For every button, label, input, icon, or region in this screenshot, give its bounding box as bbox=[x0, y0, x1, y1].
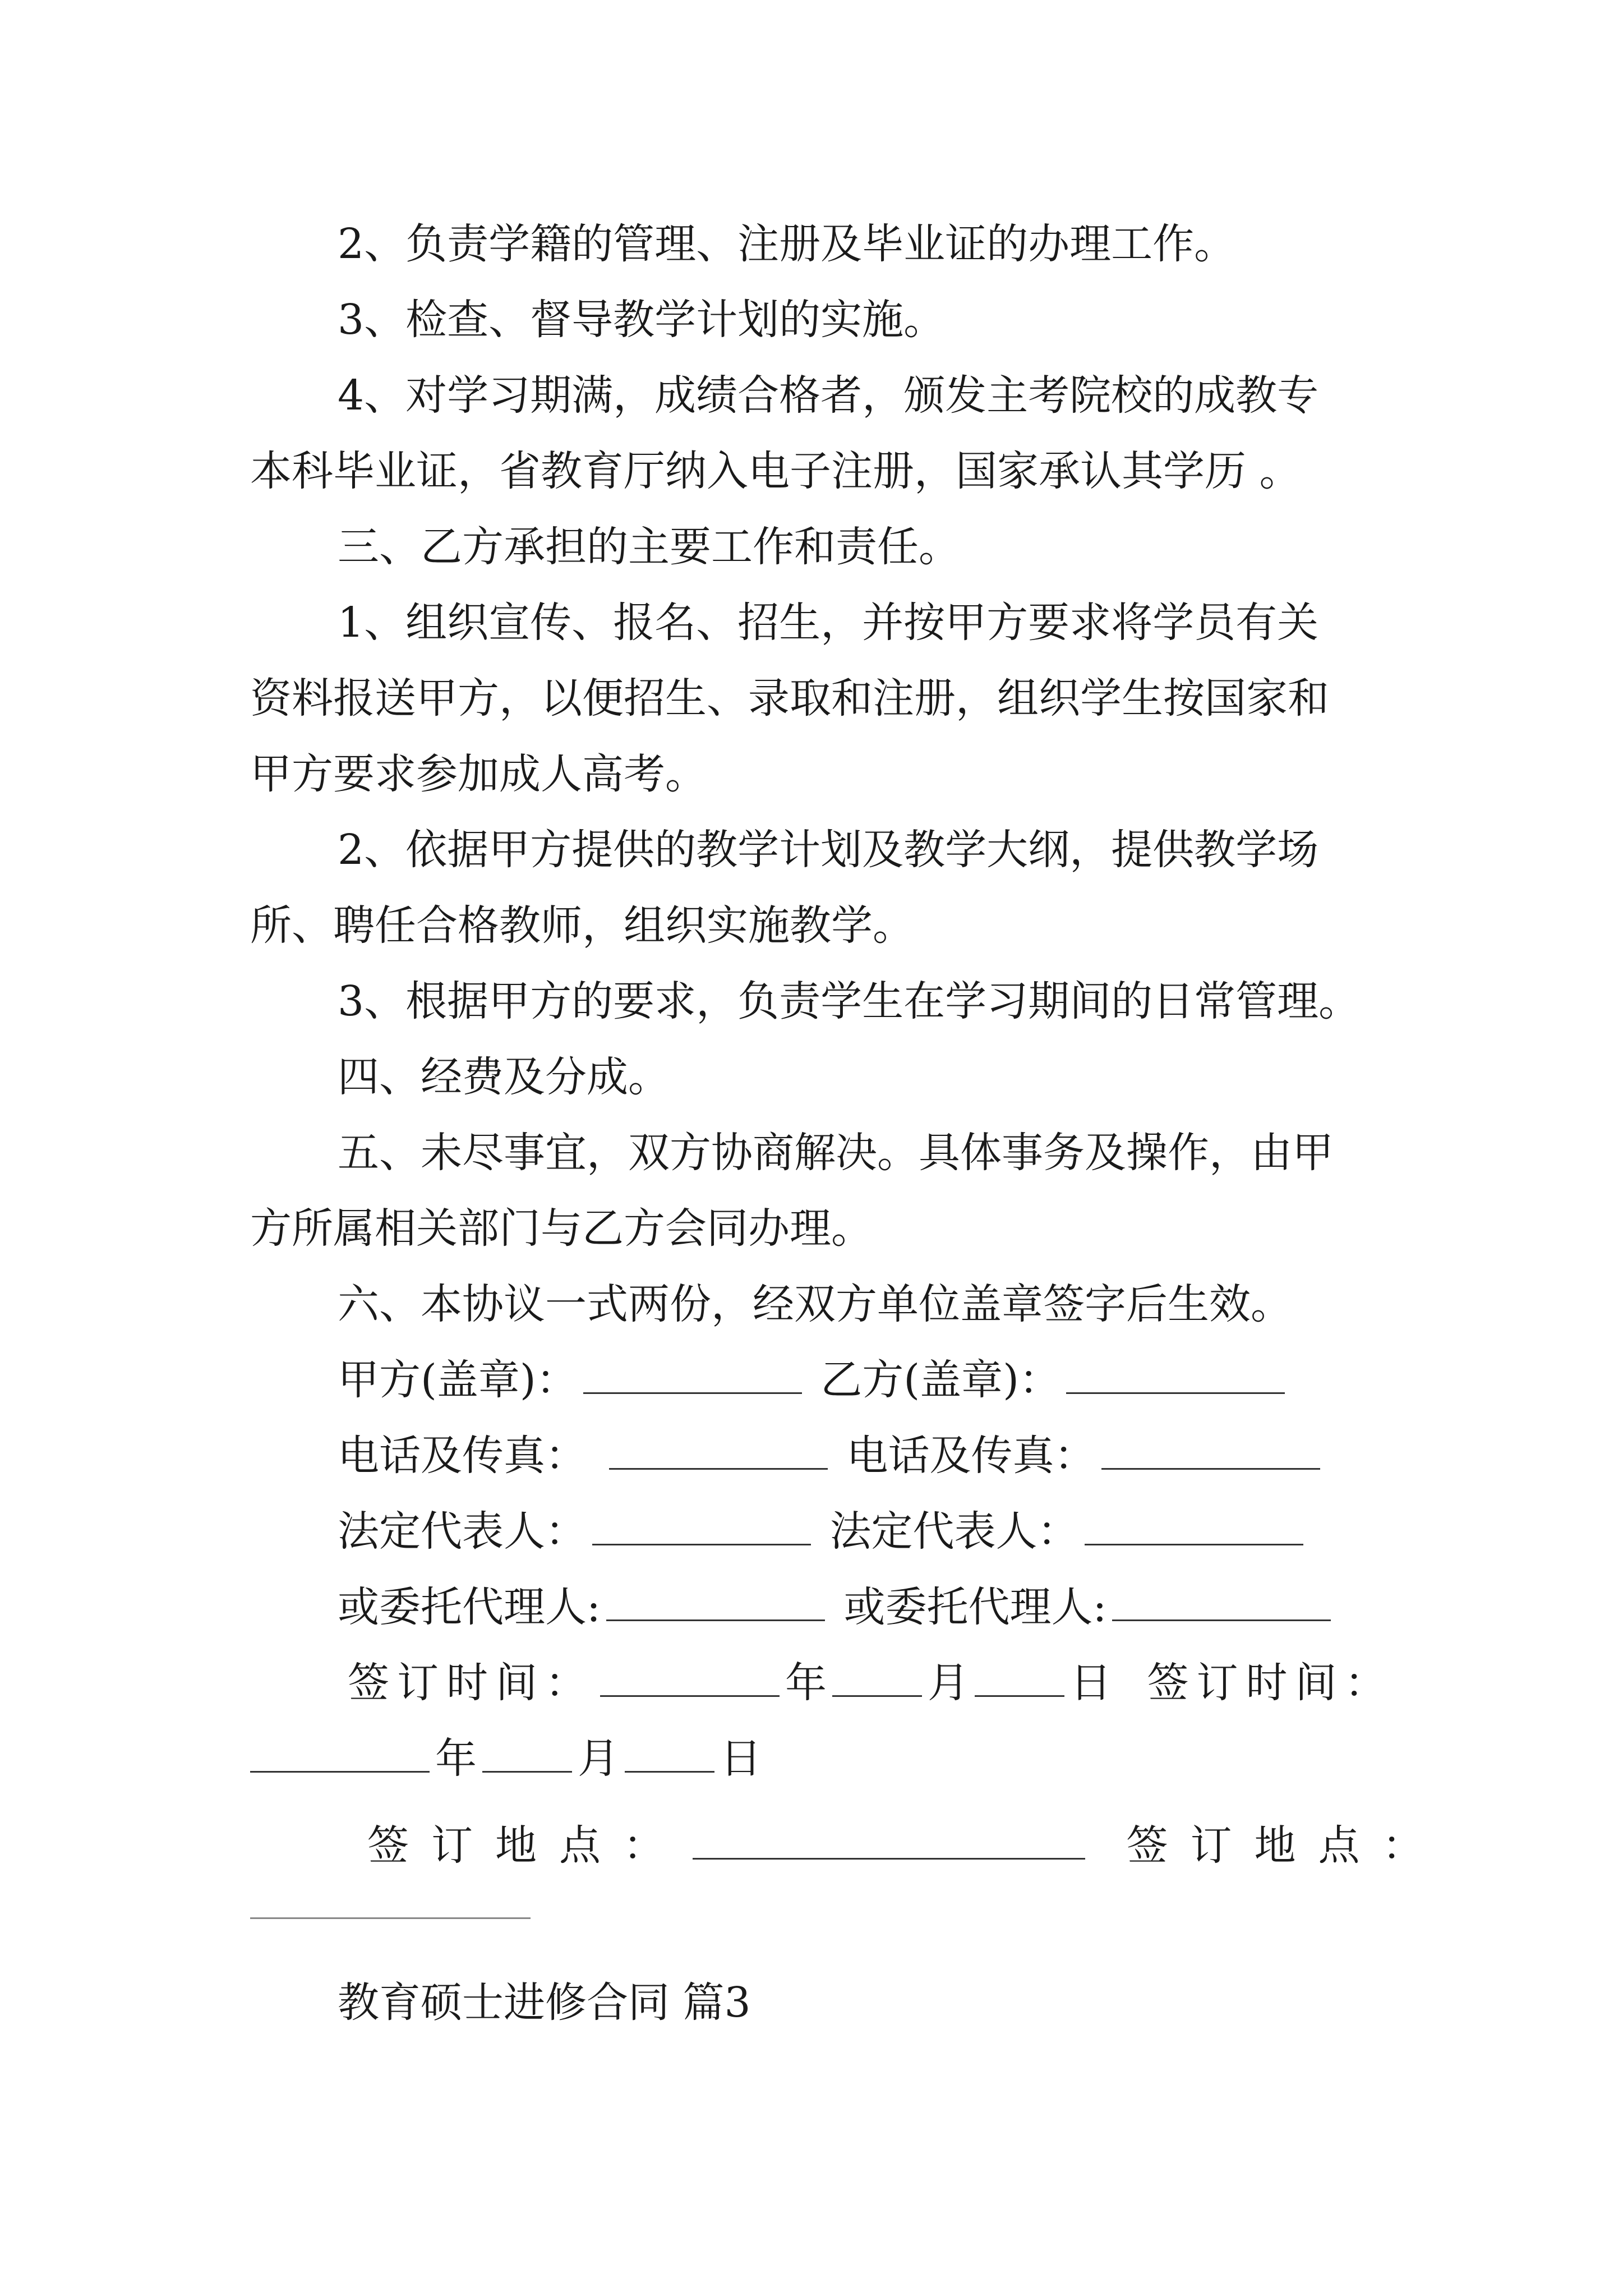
paragraph: 五、未尽事宜，双方协商解决。具体事务及操作，由甲 bbox=[338, 1129, 1334, 1177]
paragraph: 本科毕业证，省教育厅纳入电子注册，国家承认其学历 。 bbox=[250, 447, 1301, 495]
party-a-phone-blank[interactable] bbox=[609, 1434, 828, 1470]
party-a-day-blank[interactable] bbox=[975, 1662, 1064, 1697]
paragraph: 方所属相关部门与乙方会同办理。 bbox=[250, 1204, 873, 1253]
party-a-phone-label: 电话及传真： bbox=[338, 1432, 587, 1480]
party-a-legal-rep-label: 法定代表人： bbox=[338, 1507, 587, 1556]
signature-row-place bbox=[367, 1818, 1545, 1874]
paragraph: 3、根据甲方的要求，负责学生在学习期间的日常管理。 bbox=[338, 977, 1361, 1025]
party-b-year-blank[interactable] bbox=[250, 1737, 430, 1773]
day-label: 日 bbox=[1070, 1659, 1112, 1707]
party-b-legal-rep-blank[interactable] bbox=[1085, 1510, 1303, 1545]
party-b-seal-label: 乙方(盖章)： bbox=[820, 1356, 1061, 1404]
party-b-sign-place-label: 签订地点： bbox=[1126, 1821, 1446, 1870]
party-a-sign-place-label: 签订地点： bbox=[367, 1821, 687, 1870]
party-b-day-blank[interactable] bbox=[625, 1737, 714, 1773]
party-b-seal-blank[interactable] bbox=[1066, 1359, 1285, 1394]
party-b-place-blank[interactable] bbox=[250, 1917, 531, 1919]
month-label: 月 bbox=[578, 1734, 619, 1783]
party-a-seal-label: 甲方(盖章)： bbox=[338, 1356, 578, 1404]
party-a-year-blank[interactable] bbox=[600, 1662, 780, 1697]
party-a-place-blank[interactable] bbox=[693, 1824, 1085, 1860]
signature-row-legal-rep bbox=[338, 1503, 1515, 1559]
party-b-phone-blank[interactable] bbox=[1101, 1434, 1320, 1470]
section-heading: 四、经费及分成。 bbox=[338, 1053, 670, 1101]
party-a-agent-blank[interactable] bbox=[606, 1586, 825, 1621]
party-a-sign-time-label: 签订时间： bbox=[348, 1659, 594, 1707]
next-section-title: 教育硕士进修合同 篇3 bbox=[338, 1978, 751, 2027]
section-heading: 三、乙方承担的主要工作和责任。 bbox=[338, 523, 960, 571]
party-b-legal-rep-label: 法定代表人： bbox=[829, 1507, 1079, 1556]
paragraph: 2、依据甲方提供的教学计划及教学大纲，提供教学场 bbox=[338, 826, 1319, 874]
party-b-agent-label: 或委托代理人: bbox=[843, 1583, 1107, 1631]
paragraph: 六、本协议一式两份，经双方单位盖章签字后生效。 bbox=[338, 1280, 1292, 1328]
signature-row-phone bbox=[338, 1428, 1515, 1484]
paragraph: 所、聘任合格教师，组织实施教学。 bbox=[250, 901, 914, 950]
party-a-seal-blank[interactable] bbox=[583, 1359, 802, 1394]
party-b-month-blank[interactable] bbox=[482, 1737, 572, 1773]
paragraph: 3、检查、督导教学计划的实施。 bbox=[338, 296, 946, 344]
party-b-agent-blank[interactable] bbox=[1112, 1586, 1331, 1621]
year-label: 年 bbox=[435, 1734, 477, 1783]
paragraph: 资料报送甲方，以便招生、录取和注册，组织学生按国家和 bbox=[250, 674, 1329, 723]
year-label: 年 bbox=[785, 1659, 827, 1707]
party-a-legal-rep-blank[interactable] bbox=[592, 1510, 811, 1545]
signature-row-time bbox=[348, 1655, 1525, 1711]
signature-row-seal bbox=[338, 1352, 1515, 1408]
party-b-sign-time-label: 签订时间： bbox=[1147, 1659, 1394, 1707]
paragraph: 2、负责学籍的管理、注册及毕业证的办理工作。 bbox=[338, 220, 1236, 268]
party-a-month-blank[interactable] bbox=[832, 1662, 922, 1697]
signature-row-time-continued bbox=[250, 1731, 1428, 1787]
paragraph: 4、对学习期满，成绩合格者，颁发主考院校的成教专 bbox=[338, 371, 1319, 420]
paragraph: 1、组织宣传、报名、招生，并按甲方要求将学员有关 bbox=[338, 599, 1319, 647]
paragraph: 甲方要求参加成人高考。 bbox=[250, 750, 707, 798]
day-label: 日 bbox=[720, 1734, 762, 1783]
party-a-agent-label: 或委托代理人: bbox=[338, 1583, 601, 1631]
signature-row-agent bbox=[338, 1579, 1515, 1635]
month-label: 月 bbox=[928, 1659, 969, 1707]
party-b-phone-label: 电话及传真： bbox=[846, 1432, 1096, 1480]
